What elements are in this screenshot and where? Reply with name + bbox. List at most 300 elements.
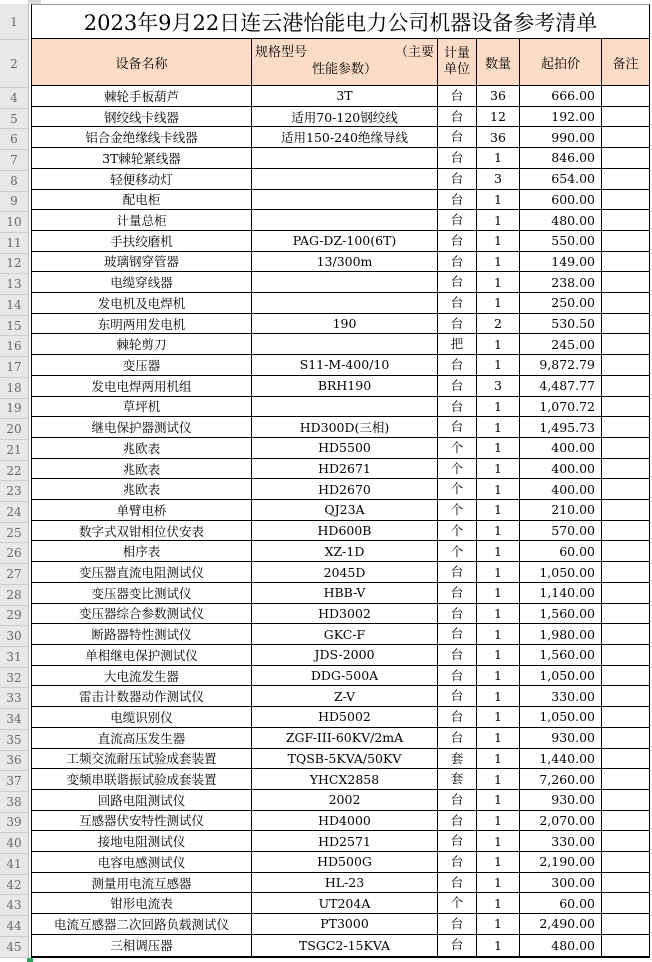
row-number[interactable]: 30	[0, 626, 29, 647]
cell-unit[interactable]: 台	[438, 831, 477, 851]
cell-start-price[interactable]: 2,190.00	[520, 852, 602, 872]
row-number[interactable]: 21	[0, 440, 29, 461]
cell-quantity[interactable]: 1	[477, 479, 520, 499]
cell-note[interactable]	[602, 293, 649, 313]
cell-spec-model[interactable]: ZGF-III-60KV/2mA	[252, 728, 438, 748]
cell-start-price[interactable]: 400.00	[520, 438, 602, 458]
row-number[interactable]: 11	[0, 233, 29, 254]
cell-quantity[interactable]: 1	[477, 293, 520, 313]
cell-start-price[interactable]: 846.00	[520, 148, 602, 168]
cell-equipment-name[interactable]: 单相继电保护测试仪	[32, 645, 252, 665]
cell-spec-model[interactable]	[252, 148, 438, 168]
cell-unit[interactable]: 台	[438, 190, 477, 210]
cell-note[interactable]	[602, 252, 649, 272]
cell-equipment-name[interactable]: 手扶绞磨机	[32, 231, 252, 251]
cell-quantity[interactable]: 1	[477, 190, 520, 210]
row-number[interactable]: 16	[0, 336, 29, 357]
cell-quantity[interactable]: 2	[477, 314, 520, 334]
cell-note[interactable]	[602, 790, 649, 810]
cell-unit[interactable]: 台	[438, 397, 477, 417]
cell-note[interactable]	[602, 272, 649, 292]
cell-quantity[interactable]: 1	[477, 831, 520, 851]
cell-note[interactable]	[602, 86, 649, 106]
cell-quantity[interactable]: 1	[477, 852, 520, 872]
row-number[interactable]: 37	[0, 771, 29, 792]
cell-equipment-name[interactable]: 发电机及电焊机	[32, 293, 252, 313]
row-number[interactable]: 33	[0, 688, 29, 709]
cell-start-price[interactable]: 7,260.00	[520, 769, 602, 789]
cell-unit[interactable]: 台	[438, 604, 477, 624]
cell-spec-model[interactable]: HL-23	[252, 873, 438, 893]
cell-start-price[interactable]: 210.00	[520, 500, 602, 520]
row-number[interactable]: 29	[0, 606, 29, 627]
header-quantity[interactable]: 数量	[477, 39, 520, 85]
cell-quantity[interactable]: 1	[477, 935, 520, 956]
cell-note[interactable]	[602, 541, 649, 561]
cell-start-price[interactable]: 2,070.00	[520, 811, 602, 831]
cell-equipment-name[interactable]: 电缆穿线器	[32, 272, 252, 292]
header-note[interactable]: 备注	[602, 39, 649, 85]
row-number[interactable]: 22	[0, 461, 29, 482]
cell-note[interactable]	[602, 769, 649, 789]
cell-equipment-name[interactable]: 互感器伏安特性测试仪	[32, 811, 252, 831]
cell-start-price[interactable]: 149.00	[520, 252, 602, 272]
cell-start-price[interactable]: 250.00	[520, 293, 602, 313]
cell-note[interactable]	[602, 831, 649, 851]
cell-start-price[interactable]: 192.00	[520, 107, 602, 127]
cell-spec-model[interactable]: HD4000	[252, 811, 438, 831]
cell-spec-model[interactable]: 适用150-240绝缘导线	[252, 127, 438, 147]
cell-equipment-name[interactable]: 直流高压发生器	[32, 728, 252, 748]
header-start-price[interactable]: 起拍价	[520, 39, 602, 85]
cell-unit[interactable]: 台	[438, 169, 477, 189]
cell-spec-model[interactable]: UT204A	[252, 893, 438, 913]
cell-unit[interactable]: 套	[438, 769, 477, 789]
cell-start-price[interactable]: 4,487.77	[520, 376, 602, 396]
cell-note[interactable]	[602, 893, 649, 913]
cell-unit[interactable]: 把	[438, 334, 477, 354]
cell-unit[interactable]: 台	[438, 376, 477, 396]
cell-equipment-name[interactable]: 单臂电桥	[32, 500, 252, 520]
cell-unit[interactable]: 台	[438, 852, 477, 872]
cell-spec-model[interactable]: HBB-V	[252, 583, 438, 603]
cell-start-price[interactable]: 60.00	[520, 893, 602, 913]
row-number[interactable]: 1	[0, 4, 29, 40]
cell-equipment-name[interactable]: 轻便移动灯	[32, 169, 252, 189]
cell-quantity[interactable]: 1	[477, 541, 520, 561]
cell-quantity[interactable]: 1	[477, 666, 520, 686]
cell-start-price[interactable]: 1,495.73	[520, 417, 602, 437]
row-number[interactable]: 45	[0, 937, 29, 958]
cell-equipment-name[interactable]: 三相调压器	[32, 935, 252, 956]
cell-equipment-name[interactable]: 回路电阻测试仪	[32, 790, 252, 810]
cell-unit[interactable]: 台	[438, 790, 477, 810]
cell-note[interactable]	[602, 107, 649, 127]
cell-quantity[interactable]: 1	[477, 583, 520, 603]
cell-equipment-name[interactable]: 变压器	[32, 355, 252, 375]
cell-equipment-name[interactable]: 继电保护器测试仪	[32, 417, 252, 437]
cell-quantity[interactable]: 1	[477, 707, 520, 727]
cell-spec-model[interactable]: QJ23A	[252, 500, 438, 520]
cell-quantity[interactable]: 1	[477, 893, 520, 913]
cell-equipment-name[interactable]: 相序表	[32, 541, 252, 561]
cell-start-price[interactable]: 480.00	[520, 935, 602, 956]
cell-note[interactable]	[602, 873, 649, 893]
cell-note[interactable]	[602, 231, 649, 251]
cell-note[interactable]	[602, 376, 649, 396]
cell-quantity[interactable]: 1	[477, 272, 520, 292]
cell-equipment-name[interactable]: 电容电感测试仪	[32, 852, 252, 872]
cell-quantity[interactable]: 1	[477, 728, 520, 748]
cell-note[interactable]	[602, 334, 649, 354]
cell-unit[interactable]: 台	[438, 811, 477, 831]
row-number[interactable]: 17	[0, 357, 29, 378]
cell-spec-model[interactable]: TSGC2-15KVA	[252, 935, 438, 956]
cell-equipment-name[interactable]: 铝合金绝缘线卡线器	[32, 127, 252, 147]
cell-equipment-name[interactable]: 接地电阻测试仪	[32, 831, 252, 851]
cell-note[interactable]	[602, 707, 649, 727]
cell-equipment-name[interactable]: 变压器变比测试仪	[32, 583, 252, 603]
cell-note[interactable]	[602, 645, 649, 665]
cell-equipment-name[interactable]: 钳形电流表	[32, 893, 252, 913]
cell-equipment-name[interactable]: 大电流发生器	[32, 666, 252, 686]
cell-spec-model[interactable]	[252, 169, 438, 189]
cell-quantity[interactable]: 36	[477, 127, 520, 147]
cell-note[interactable]	[602, 624, 649, 644]
row-number[interactable]: 41	[0, 854, 29, 875]
cell-quantity[interactable]: 1	[477, 914, 520, 934]
row-number[interactable]: 32	[0, 668, 29, 689]
cell-quantity[interactable]: 1	[477, 873, 520, 893]
cell-quantity[interactable]: 1	[477, 334, 520, 354]
cell-unit[interactable]: 台	[438, 355, 477, 375]
row-number[interactable]: 2	[0, 40, 29, 88]
cell-quantity[interactable]: 1	[477, 624, 520, 644]
cell-note[interactable]	[602, 521, 649, 541]
cell-quantity[interactable]: 1	[477, 645, 520, 665]
sheet-title-cell[interactable]	[32, 5, 649, 39]
cell-unit[interactable]: 台	[438, 231, 477, 251]
row-number[interactable]: 7	[0, 150, 29, 171]
cell-unit[interactable]: 台	[438, 86, 477, 106]
cell-quantity[interactable]: 12	[477, 107, 520, 127]
row-number[interactable]: 8	[0, 171, 29, 192]
cell-note[interactable]	[602, 583, 649, 603]
cell-quantity[interactable]: 1	[477, 769, 520, 789]
cell-note[interactable]	[602, 914, 649, 934]
cell-equipment-name[interactable]: 3T棘轮紧线器	[32, 148, 252, 168]
cell-start-price[interactable]: 1,440.00	[520, 749, 602, 769]
cell-unit[interactable]: 个	[438, 521, 477, 541]
cell-note[interactable]	[602, 749, 649, 769]
cell-start-price[interactable]: 990.00	[520, 127, 602, 147]
cell-spec-model[interactable]: 2002	[252, 790, 438, 810]
row-number[interactable]: 14	[0, 295, 29, 316]
cell-unit[interactable]: 台	[438, 562, 477, 582]
row-number[interactable]: 36	[0, 751, 29, 772]
cell-quantity[interactable]: 3	[477, 376, 520, 396]
cell-unit[interactable]: 台	[438, 417, 477, 437]
cell-spec-model[interactable]: BRH190	[252, 376, 438, 396]
cell-start-price[interactable]: 245.00	[520, 334, 602, 354]
cell-unit[interactable]: 台	[438, 583, 477, 603]
row-number[interactable]: 38	[0, 792, 29, 813]
cell-spec-model[interactable]: HD500G	[252, 852, 438, 872]
cell-unit[interactable]: 台	[438, 210, 477, 230]
cell-start-price[interactable]: 400.00	[520, 479, 602, 499]
cell-note[interactable]	[602, 169, 649, 189]
cell-unit[interactable]: 台	[438, 914, 477, 934]
cell-note[interactable]	[602, 210, 649, 230]
cell-note[interactable]	[602, 190, 649, 210]
cell-start-price[interactable]: 600.00	[520, 190, 602, 210]
cell-note[interactable]	[602, 438, 649, 458]
cell-start-price[interactable]: 1,980.00	[520, 624, 602, 644]
cell-unit[interactable]: 个	[438, 438, 477, 458]
cell-start-price[interactable]: 2,490.00	[520, 914, 602, 934]
row-number[interactable]: 39	[0, 813, 29, 834]
cell-spec-model[interactable]: YHCX2858	[252, 769, 438, 789]
cell-equipment-name[interactable]: 钢绞线卡线器	[32, 107, 252, 127]
cell-note[interactable]	[602, 686, 649, 706]
cell-spec-model[interactable]: HD5002	[252, 707, 438, 727]
cell-quantity[interactable]: 1	[477, 252, 520, 272]
cell-start-price[interactable]: 1,560.00	[520, 645, 602, 665]
cell-spec-model[interactable]: S11-M-400/10	[252, 355, 438, 375]
cell-equipment-name[interactable]: 兆欧表	[32, 459, 252, 479]
cell-spec-model[interactable]: HD300D(三相)	[252, 417, 438, 437]
cell-start-price[interactable]: 530.50	[520, 314, 602, 334]
cell-note[interactable]	[602, 355, 649, 375]
header-spec-model[interactable]	[252, 39, 438, 85]
cell-equipment-name[interactable]: 变压器直流电阻测试仪	[32, 562, 252, 582]
cell-start-price[interactable]: 1,070.72	[520, 397, 602, 417]
cell-spec-model[interactable]: HD2670	[252, 479, 438, 499]
cell-spec-model[interactable]: PT3000	[252, 914, 438, 934]
cell-unit[interactable]: 台	[438, 666, 477, 686]
row-number[interactable]: 4	[0, 88, 29, 109]
cell-unit[interactable]: 台	[438, 148, 477, 168]
cell-start-price[interactable]: 330.00	[520, 686, 602, 706]
row-number[interactable]: 6	[0, 129, 29, 150]
cell-note[interactable]	[602, 397, 649, 417]
cell-equipment-name[interactable]: 数字式双钳相位伏安表	[32, 521, 252, 541]
row-number[interactable]: 34	[0, 709, 29, 730]
row-number[interactable]: 10	[0, 212, 29, 233]
cell-spec-model[interactable]: 190	[252, 314, 438, 334]
cell-equipment-name[interactable]: 变压器综合参数测试仪	[32, 604, 252, 624]
cell-spec-model[interactable]: 13/300m	[252, 252, 438, 272]
cell-unit[interactable]: 台	[438, 624, 477, 644]
cell-start-price[interactable]: 1,560.00	[520, 604, 602, 624]
cell-spec-model[interactable]: HD2571	[252, 831, 438, 851]
cell-unit[interactable]: 台	[438, 107, 477, 127]
cell-spec-model[interactable]: JDS-2000	[252, 645, 438, 665]
row-number[interactable]: 28	[0, 585, 29, 606]
cell-quantity[interactable]: 1	[477, 231, 520, 251]
cell-start-price[interactable]: 400.00	[520, 459, 602, 479]
cell-spec-model[interactable]: Z-V	[252, 686, 438, 706]
cell-start-price[interactable]: 654.00	[520, 169, 602, 189]
cell-start-price[interactable]: 300.00	[520, 873, 602, 893]
cell-quantity[interactable]: 1	[477, 686, 520, 706]
cell-start-price[interactable]: 480.00	[520, 210, 602, 230]
cell-note[interactable]	[602, 417, 649, 437]
cell-equipment-name[interactable]: 变频串联谐振试验成套装置	[32, 769, 252, 789]
cell-equipment-name[interactable]: 草坪机	[32, 397, 252, 417]
cell-equipment-name[interactable]: 电流互感器二次回路负载测试仪	[32, 914, 252, 934]
cell-spec-model[interactable]: 3T	[252, 86, 438, 106]
row-number[interactable]: 5	[0, 109, 29, 130]
cell-equipment-name[interactable]: 电缆识别仪	[32, 707, 252, 727]
cell-quantity[interactable]: 3	[477, 169, 520, 189]
cell-spec-model[interactable]	[252, 334, 438, 354]
cell-unit[interactable]: 个	[438, 500, 477, 520]
row-number[interactable]: 18	[0, 378, 29, 399]
cell-equipment-name[interactable]: 发电电焊两用机组	[32, 376, 252, 396]
cell-quantity[interactable]: 1	[477, 500, 520, 520]
cell-spec-model[interactable]: HD600B	[252, 521, 438, 541]
cell-unit[interactable]: 台	[438, 728, 477, 748]
row-number[interactable]: 42	[0, 875, 29, 896]
cell-equipment-name[interactable]: 兆欧表	[32, 438, 252, 458]
cell-unit[interactable]: 个	[438, 893, 477, 913]
cell-spec-model[interactable]	[252, 210, 438, 230]
row-number[interactable]: 25	[0, 523, 29, 544]
cell-quantity[interactable]: 1	[477, 459, 520, 479]
cell-note[interactable]	[602, 500, 649, 520]
cell-note[interactable]	[602, 935, 649, 956]
cell-spec-model[interactable]: TQSB-5KVA/50KV	[252, 749, 438, 769]
cell-spec-model[interactable]	[252, 190, 438, 210]
cell-spec-model[interactable]	[252, 272, 438, 292]
cell-start-price[interactable]: 238.00	[520, 272, 602, 292]
cell-start-price[interactable]: 1,050.00	[520, 562, 602, 582]
cell-unit[interactable]: 台	[438, 272, 477, 292]
cell-quantity[interactable]: 1	[477, 438, 520, 458]
row-number[interactable]: 24	[0, 502, 29, 523]
row-number[interactable]: 15	[0, 316, 29, 337]
cell-equipment-name[interactable]: 计量总柜	[32, 210, 252, 230]
cell-spec-model[interactable]: HD3002	[252, 604, 438, 624]
cell-start-price[interactable]: 1,050.00	[520, 666, 602, 686]
header-unit[interactable]: 计量单位	[438, 39, 477, 85]
cell-spec-model[interactable]: DDG-500A	[252, 666, 438, 686]
cell-quantity[interactable]: 1	[477, 811, 520, 831]
cell-spec-model[interactable]	[252, 293, 438, 313]
row-number[interactable]: 9	[0, 192, 29, 213]
cell-unit[interactable]: 台	[438, 127, 477, 147]
cell-note[interactable]	[602, 127, 649, 147]
cell-quantity[interactable]: 1	[477, 148, 520, 168]
cell-unit[interactable]: 套	[438, 749, 477, 769]
cell-note[interactable]	[602, 479, 649, 499]
cell-note[interactable]	[602, 314, 649, 334]
cell-unit[interactable]: 台	[438, 314, 477, 334]
cell-spec-model[interactable]	[252, 397, 438, 417]
cell-start-price[interactable]: 570.00	[520, 521, 602, 541]
cell-note[interactable]	[602, 604, 649, 624]
cell-quantity[interactable]: 1	[477, 397, 520, 417]
cell-quantity[interactable]: 1	[477, 604, 520, 624]
cell-equipment-name[interactable]: 工频交流耐压试验成套装置	[32, 749, 252, 769]
cell-unit[interactable]: 台	[438, 686, 477, 706]
cell-start-price[interactable]: 550.00	[520, 231, 602, 251]
row-number[interactable]: 12	[0, 254, 29, 275]
cell-note[interactable]	[602, 811, 649, 831]
cell-start-price[interactable]: 930.00	[520, 728, 602, 748]
cell-equipment-name[interactable]: 测量用电流互感器	[32, 873, 252, 893]
cell-start-price[interactable]: 666.00	[520, 86, 602, 106]
cell-note[interactable]	[602, 562, 649, 582]
cell-unit[interactable]: 台	[438, 252, 477, 272]
cell-start-price[interactable]: 930.00	[520, 790, 602, 810]
cell-unit[interactable]: 台	[438, 293, 477, 313]
cell-spec-model[interactable]: 适用70-120钢绞线	[252, 107, 438, 127]
cell-equipment-name[interactable]: 玻璃钢穿管器	[32, 252, 252, 272]
row-number[interactable]: 26	[0, 543, 29, 564]
cell-spec-model[interactable]: XZ-1D	[252, 541, 438, 561]
cell-quantity[interactable]: 1	[477, 562, 520, 582]
cell-spec-model[interactable]: 2045D	[252, 562, 438, 582]
cell-quantity[interactable]: 1	[477, 749, 520, 769]
row-number[interactable]: 40	[0, 833, 29, 854]
cell-spec-model[interactable]: PAG-DZ-100(6T)	[252, 231, 438, 251]
cell-start-price[interactable]: 9,872.79	[520, 355, 602, 375]
cell-quantity[interactable]: 36	[477, 86, 520, 106]
header-equipment-name[interactable]: 设备名称	[32, 39, 252, 85]
cell-equipment-name[interactable]: 东明两用发电机	[32, 314, 252, 334]
cell-unit[interactable]: 台	[438, 707, 477, 727]
cell-spec-model[interactable]: HD2671	[252, 459, 438, 479]
cell-unit[interactable]: 台	[438, 935, 477, 956]
row-number[interactable]: 43	[0, 895, 29, 916]
cell-unit[interactable]: 个	[438, 459, 477, 479]
cell-unit[interactable]: 个	[438, 479, 477, 499]
cell-spec-model[interactable]: HD5500	[252, 438, 438, 458]
cell-spec-model[interactable]: GKC-F	[252, 624, 438, 644]
cell-note[interactable]	[602, 148, 649, 168]
cell-start-price[interactable]: 60.00	[520, 541, 602, 561]
cell-note[interactable]	[602, 852, 649, 872]
cell-note[interactable]	[602, 459, 649, 479]
cell-note[interactable]	[602, 666, 649, 686]
cell-quantity[interactable]: 1	[477, 355, 520, 375]
cell-start-price[interactable]: 1,140.00	[520, 583, 602, 603]
row-number[interactable]: 19	[0, 399, 29, 420]
cell-unit[interactable]: 台	[438, 645, 477, 665]
cell-note[interactable]	[602, 728, 649, 748]
cell-equipment-name[interactable]: 雷击计数器动作测试仪	[32, 686, 252, 706]
cell-unit[interactable]: 个	[438, 541, 477, 561]
row-number[interactable]: 44	[0, 916, 29, 937]
cell-quantity[interactable]: 1	[477, 521, 520, 541]
row-number[interactable]: 27	[0, 564, 29, 585]
cell-quantity[interactable]: 1	[477, 790, 520, 810]
cell-equipment-name[interactable]: 配电柜	[32, 190, 252, 210]
cell-equipment-name[interactable]: 棘轮手板葫芦	[32, 86, 252, 106]
cell-quantity[interactable]: 1	[477, 210, 520, 230]
row-number[interactable]: 23	[0, 481, 29, 502]
cell-equipment-name[interactable]: 棘轮剪刀	[32, 334, 252, 354]
cell-quantity[interactable]: 1	[477, 417, 520, 437]
row-number[interactable]: 13	[0, 274, 29, 295]
cell-start-price[interactable]: 1,050.00	[520, 707, 602, 727]
cell-start-price[interactable]: 330.00	[520, 831, 602, 851]
cell-equipment-name[interactable]: 断路器特性测试仪	[32, 624, 252, 644]
row-number[interactable]: 31	[0, 647, 29, 668]
row-number[interactable]: 35	[0, 730, 29, 751]
